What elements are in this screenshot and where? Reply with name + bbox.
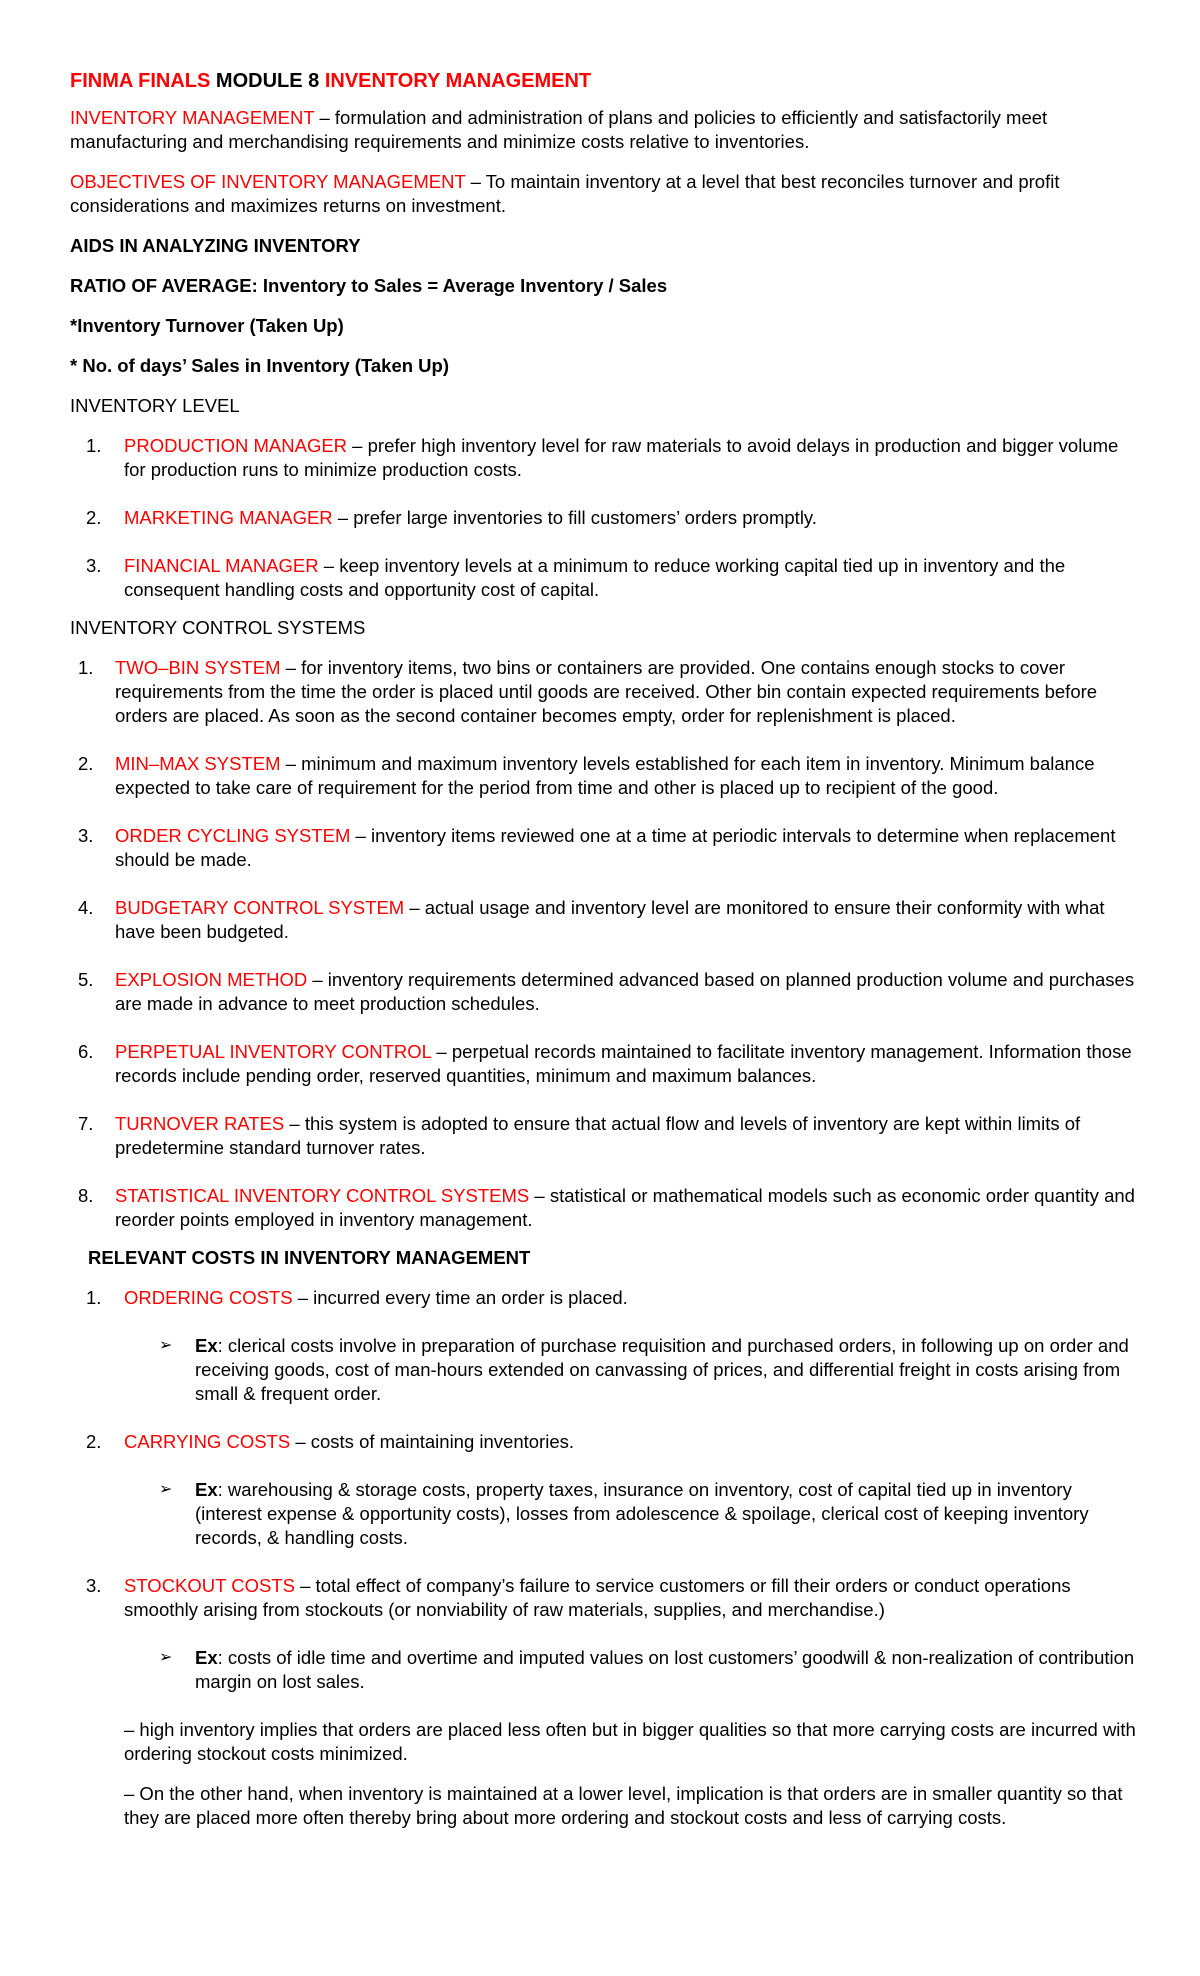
list-number: 6. xyxy=(78,1041,94,1062)
list-term: FINANCIAL MANAGER xyxy=(124,555,319,576)
arrowhead-bullet-icon: ➢ xyxy=(159,1649,173,1666)
objectives-term: OBJECTIVES OF INVENTORY MANAGEMENT xyxy=(70,171,466,192)
turnover-line: *Inventory Turnover (Taken Up) xyxy=(70,315,344,336)
list-number: 2. xyxy=(86,1431,102,1452)
list-number: 3. xyxy=(78,825,94,846)
closing-note-low-inventory: – On the other hand, when inventory is maintained at a lower level, implication is that orders are in smaller quantity so that they are placed more often thereby bring about more ordering and stockout costs and less of carrying costs. xyxy=(124,1783,1123,1828)
list-text: – this system is adopted to ensure that actual flow and levels of inventory are kept within limits of predetermine standard turnover rates. xyxy=(115,1113,1081,1158)
inventory-level-heading: INVENTORY LEVEL xyxy=(70,395,240,416)
example-bullet xyxy=(70,1478,1140,1550)
list-term: EXPLOSION METHOD xyxy=(115,969,308,990)
relevant-costs-list xyxy=(70,1430,1140,1454)
list-text: – prefer large inventories to fill customers’ orders promptly. xyxy=(332,507,817,528)
example-label: Ex xyxy=(195,1479,218,1500)
list-item xyxy=(70,1574,1140,1622)
list-item xyxy=(70,506,1140,530)
list-item xyxy=(70,896,1140,944)
list-item xyxy=(70,1430,1140,1454)
list-text: – inventory items reviewed one at a time at periodic intervals to determine when replacement should be made. xyxy=(115,825,1116,870)
objectives-paragraph xyxy=(70,170,1140,218)
list-term: MIN–MAX SYSTEM xyxy=(115,753,281,774)
definition-text: – formulation and administration of plans and policies to efficiently and satisfactorily meet manufacturing and merchandising requirements and minimize costs relative to inventories. xyxy=(70,107,1048,152)
list-item xyxy=(70,1040,1140,1088)
list-term: TURNOVER RATES xyxy=(115,1113,285,1134)
definition-paragraph xyxy=(70,106,1140,154)
list-item xyxy=(70,1112,1140,1160)
list-number: 7. xyxy=(78,1113,94,1134)
document-title xyxy=(70,68,1140,94)
list-term: MARKETING MANAGER xyxy=(124,507,333,528)
control-systems-list xyxy=(70,656,1140,1232)
list-item xyxy=(70,554,1140,602)
list-item xyxy=(70,824,1140,872)
list-number: 3. xyxy=(86,1575,102,1596)
example-label: Ex xyxy=(195,1647,218,1668)
list-text: – prefer high inventory level for raw materials to avoid delays in production and bigger volume for production runs to minimize production costs. xyxy=(124,435,1119,480)
list-text: – statistical or mathematical models such as economic order quantity and reorder points employed in inventory management. xyxy=(115,1185,1135,1230)
list-text: – inventory requirements determined advanced based on planned production volume and purchases are made in advance to meet production schedules. xyxy=(115,969,1135,1014)
example-text: : warehousing & storage costs, property taxes, insurance on inventory, cost of capital tied up in inventory (interest expense & opportunity costs), losses from adolescence & spoilage, clerical cost of keeping inventory records, & handling costs. xyxy=(195,1479,1089,1548)
title-topic: INVENTORY MANAGEMENT xyxy=(324,70,592,92)
list-number: 2. xyxy=(86,507,102,528)
list-number: 5. xyxy=(78,969,94,990)
example-text: : clerical costs involve in preparation of purchase requisition and purchased orders, in following up on order and receiving goods, cost of man-hours extended on canvassing of prices, and differential freight in costs arising from small & frequent order. xyxy=(195,1335,1129,1404)
list-term: TWO–BIN SYSTEM xyxy=(115,657,281,678)
definition-term: INVENTORY MANAGEMENT xyxy=(70,107,315,128)
list-term: ORDERING COSTS xyxy=(124,1287,293,1308)
title-course: FINMA FINALS xyxy=(70,70,211,92)
list-item xyxy=(70,968,1140,1016)
list-term: ORDER CYCLING SYSTEM xyxy=(115,825,351,846)
closing-note-high-inventory: – high inventory implies that orders are placed less often but in bigger qualities so that more carrying costs are incurred with ordering stockout costs minimized. xyxy=(124,1719,1136,1764)
list-text: – for inventory items, two bins or containers are provided. One contains enough stocks to cover requirements from the time the order is placed until goods are received. Other bin contain expected requirements before orders are placed. As soon as the second container becomes empty, order for replenishment is placed. xyxy=(115,657,1098,726)
list-text: – minimum and maximum inventory levels established for each item in inventory. Minimum balance expected to take care of requirement for the period from time and other is placed up to recipient of the good. xyxy=(115,753,1095,798)
list-number: 1. xyxy=(86,435,102,456)
list-item xyxy=(70,752,1140,800)
title-module: MODULE 8 xyxy=(210,70,325,92)
list-number: 1. xyxy=(86,1287,102,1308)
list-text: – keep inventory levels at a minimum to reduce working capital tied up in inventory and the consequent handling costs and opportunity cost of capital. xyxy=(124,555,1066,600)
ratio-line: RATIO OF AVERAGE: Inventory to Sales = Average Inventory / Sales xyxy=(70,275,668,296)
list-text: – total effect of company’s failure to service customers or fill their orders or conduct operations smoothly arising from stockouts (or nonviability of raw materials, supplies, and merchandise.) xyxy=(124,1575,1071,1620)
arrowhead-bullet-icon: ➢ xyxy=(159,1337,173,1354)
aids-heading: AIDS IN ANALYZING INVENTORY xyxy=(70,235,361,256)
list-number: 1. xyxy=(78,657,94,678)
inventory-level-list xyxy=(70,434,1140,602)
days-sales-line: * No. of days’ Sales in Inventory (Taken Up) xyxy=(70,355,449,376)
arrowhead-bullet-icon: ➢ xyxy=(159,1481,173,1498)
example-bullet xyxy=(70,1646,1140,1694)
list-term: STOCKOUT COSTS xyxy=(124,1575,295,1596)
list-term: CARRYING COSTS xyxy=(124,1431,291,1452)
example-text: : costs of idle time and overtime and imputed values on lost customers’ goodwill & non-realization of contribution margin on lost sales. xyxy=(195,1647,1135,1692)
objectives-text: – To maintain inventory at a level that best reconciles turnover and profit considerations and maximizes returns on investment. xyxy=(70,171,1060,216)
list-number: 8. xyxy=(78,1185,94,1206)
list-term: STATISTICAL INVENTORY CONTROL SYSTEMS xyxy=(115,1185,530,1206)
example-bullet xyxy=(70,1334,1140,1406)
relevant-costs-list xyxy=(70,1574,1140,1622)
list-term: BUDGETARY CONTROL SYSTEM xyxy=(115,897,405,918)
list-item xyxy=(70,1184,1140,1232)
relevant-costs-list xyxy=(70,1286,1140,1310)
list-number: 2. xyxy=(78,753,94,774)
list-term: PRODUCTION MANAGER xyxy=(124,435,348,456)
list-item xyxy=(70,434,1140,482)
list-number: 3. xyxy=(86,555,102,576)
relevant-costs-heading: RELEVANT COSTS IN INVENTORY MANAGEMENT xyxy=(88,1247,531,1268)
list-text: – actual usage and inventory level are monitored to ensure their conformity with what have been budgeted. xyxy=(115,897,1105,942)
list-text: – incurred every time an order is placed. xyxy=(292,1287,628,1308)
list-item xyxy=(70,656,1140,728)
example-label: Ex xyxy=(195,1335,218,1356)
list-term: PERPETUAL INVENTORY CONTROL xyxy=(115,1041,432,1062)
list-text: – perpetual records maintained to facilitate inventory management. Information those records include pending order, reserved quantities, minimum and maximum balances. xyxy=(115,1041,1132,1086)
list-text: – costs of maintaining inventories. xyxy=(290,1431,575,1452)
list-number: 4. xyxy=(78,897,94,918)
list-item xyxy=(70,1286,1140,1310)
control-systems-heading: INVENTORY CONTROL SYSTEMS xyxy=(70,617,366,638)
